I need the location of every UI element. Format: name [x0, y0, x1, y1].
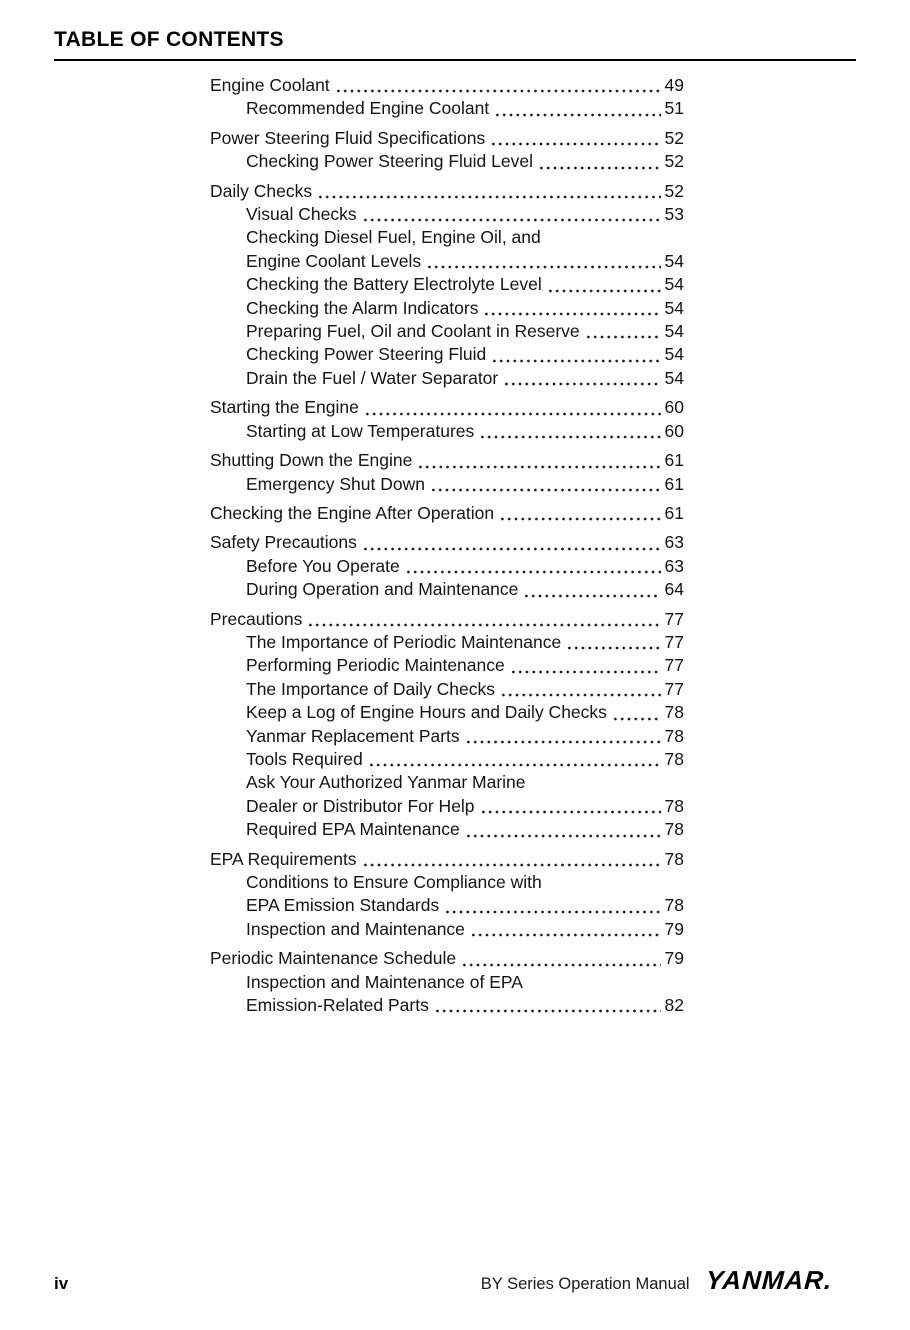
toc-leader-dots [480, 795, 661, 818]
toc-entry-title: Engine Coolant Levels [246, 250, 422, 271]
toc-entry-line [246, 473, 684, 496]
toc-page-number: 54 [664, 321, 684, 342]
toc-entry [210, 818, 684, 841]
toc-leader-dots [307, 608, 660, 631]
toc-page-number: 61 [664, 473, 684, 494]
toc-entry-title: Starting at Low Temperatures [246, 420, 475, 441]
toc-leader-dots [434, 994, 661, 1017]
toc-leader-dots [426, 250, 660, 273]
toc-entry-line [210, 848, 684, 871]
toc-page-number: 78 [664, 848, 684, 869]
toc-entry-line [210, 608, 684, 631]
toc-entry [210, 971, 684, 1018]
toc-entry [210, 871, 684, 918]
toc-entry-line [246, 701, 684, 724]
toc-page-number: 78 [664, 748, 684, 769]
toc-leader-dots [523, 578, 660, 601]
toc-entry-line [210, 74, 684, 97]
toc-entry-line [210, 449, 684, 472]
toc-entry-line [246, 420, 684, 443]
toc-entry [210, 531, 684, 554]
toc-entry-title: Safety Precautions [210, 532, 357, 553]
toc-leader-dots [405, 555, 661, 578]
toc-entry-line [246, 97, 684, 120]
toc-leader-dots [335, 74, 661, 97]
toc-entry [210, 367, 684, 390]
toc-page-number: 54 [664, 274, 684, 295]
toc-page-number: 77 [664, 608, 684, 629]
toc-page-number: 54 [664, 250, 684, 271]
toc-page-number: 77 [664, 655, 684, 676]
toc-page-number: 60 [664, 397, 684, 418]
toc-entry-title: Conditions to Ensure Compliance with [246, 872, 542, 892]
toc-entry-title: Emergency Shut Down [246, 473, 425, 494]
toc-entry-title: Inspection and Maintenance of EPA [246, 971, 523, 992]
toc-entry [210, 918, 684, 941]
toc-leader-dots [494, 97, 660, 120]
toc-entry-line [246, 631, 684, 654]
toc-entry-title: Inspection and Maintenance [246, 918, 465, 939]
toc-entry [210, 608, 684, 631]
toc-entry-line [246, 320, 684, 343]
toc-entry-title: The Importance of Periodic Maintenance [246, 631, 562, 652]
toc-page-number: 79 [664, 948, 684, 969]
toc-page-number: 52 [664, 127, 684, 148]
toc-entry-title: Required EPA Maintenance [246, 819, 460, 840]
toc-entry-title: Ask Your Authorized Yanmar Marine [246, 772, 526, 793]
toc-entry-line [246, 226, 684, 249]
toc-entry [210, 297, 684, 320]
toc-leader-dots [538, 150, 661, 173]
toc-entry-line [246, 725, 684, 748]
toc-leader-dots [483, 297, 660, 320]
toc-entry-line [210, 947, 684, 970]
toc-entry-line [246, 654, 684, 677]
toc-entry-line [246, 918, 684, 941]
toc-entry-line [246, 818, 684, 841]
toc-page-number: 60 [664, 420, 684, 441]
toc-page-number: 82 [664, 995, 684, 1016]
toc-page-number: 78 [664, 702, 684, 723]
toc-leader-dots [461, 947, 660, 970]
toc-page-number: 78 [664, 725, 684, 746]
toc-entry-line [246, 678, 684, 701]
toc-entry-title: Checking the Engine After Operation [210, 502, 495, 523]
toc-leader-dots [362, 531, 661, 554]
toc-entry-title: Power Steering Fluid Specifications [210, 127, 486, 148]
toc-entry-line [210, 127, 684, 150]
yanmar-brand-logo: YANMAR. [704, 1265, 834, 1295]
toc-entry-line [246, 150, 684, 173]
toc-entry-line [246, 748, 684, 771]
toc-entry-title: EPA Requirements [210, 848, 357, 869]
footer-manual-title: BY Series Operation Manual [480, 1275, 690, 1293]
toc-leader-dots [500, 678, 661, 701]
toc-page-number: 54 [664, 297, 684, 318]
toc-leader-dots [510, 654, 661, 677]
toc-page-number: 52 [664, 180, 684, 201]
toc-page-number: 78 [664, 795, 684, 816]
toc-leader-dots [368, 748, 661, 771]
toc-entry [210, 947, 684, 970]
toc-leader-dots [499, 502, 660, 525]
toc-entry-title: Emission-Related Parts [246, 995, 429, 1016]
toc-entry [210, 701, 684, 724]
toc-entry [210, 74, 684, 97]
toc-page-number: 54 [664, 367, 684, 388]
toc-leader-dots [430, 473, 661, 496]
page-footer [54, 1265, 832, 1296]
toc-entry-title: Dealer or Distributor For Help [246, 795, 475, 816]
toc-entry [210, 273, 684, 296]
page-header [54, 28, 856, 61]
toc-entry [210, 631, 684, 654]
toc-page-number: 63 [664, 532, 684, 553]
toc-page-number: 54 [664, 344, 684, 365]
toc-leader-dots [444, 894, 660, 917]
toc-entry [210, 127, 684, 150]
toc-entry [210, 150, 684, 173]
toc-entry-title: Recommended Engine Coolant [246, 98, 490, 119]
toc-entry-title: Checking the Alarm Indicators [246, 297, 479, 318]
toc-entry-line [246, 795, 684, 818]
toc-leader-dots [362, 203, 661, 226]
toc-entry-title: Before You Operate [246, 555, 400, 576]
toc-page-number: 78 [664, 895, 684, 916]
toc-page-number: 77 [664, 631, 684, 652]
toc-page-number: 77 [664, 678, 684, 699]
toc-entry [210, 449, 684, 472]
toc-entry-line [246, 994, 684, 1017]
toc-entry [210, 396, 684, 419]
header-rule-divider [54, 59, 856, 61]
toc-entry-title: Precautions [210, 608, 303, 629]
toc-entry-line [246, 871, 684, 894]
toc-page-number: 63 [664, 555, 684, 576]
toc-entry-title: Performing Periodic Maintenance [246, 655, 505, 676]
toc-leader-dots [503, 367, 660, 390]
toc-leader-dots [491, 343, 660, 366]
toc-leader-dots [465, 725, 661, 748]
toc-entry [210, 203, 684, 226]
toc-leader-dots [317, 180, 660, 203]
toc-leader-dots [566, 631, 660, 654]
toc-entry-line [246, 578, 684, 601]
toc-entry [210, 555, 684, 578]
toc-entry-line [246, 555, 684, 578]
toc-entry-title: Drain the Fuel / Water Separator [246, 367, 499, 388]
table-of-contents [210, 74, 684, 1017]
toc-entry-title: Engine Coolant [210, 75, 330, 95]
toc-leader-dots [364, 396, 661, 419]
toc-entry-title: Starting the Engine [210, 397, 359, 418]
toc-entry-line [246, 297, 684, 320]
toc-entry-title: Checking the Battery Electrolyte Level [246, 274, 542, 295]
toc-entry-line [210, 180, 684, 203]
toc-entry-line [246, 971, 684, 994]
toc-entry-line [210, 502, 684, 525]
toc-entry-line [246, 273, 684, 296]
toc-entry [210, 748, 684, 771]
toc-page-number: 52 [664, 151, 684, 172]
toc-entry-title: Visual Checks [246, 204, 357, 225]
toc-entry [210, 343, 684, 366]
toc-entry-title: The Importance of Daily Checks [246, 678, 495, 699]
toc-entry-title: Tools Required [246, 748, 363, 769]
toc-entry-title: Checking Power Steering Fluid Level [246, 151, 533, 172]
toc-page-number: 49 [664, 75, 684, 95]
toc-leader-dots [470, 918, 661, 941]
toc-entry [210, 578, 684, 601]
toc-page-number: 61 [664, 450, 684, 471]
toc-entry [210, 502, 684, 525]
page-title: TABLE OF CONTENTS [54, 28, 284, 51]
toc-entry [210, 420, 684, 443]
toc-entry [210, 320, 684, 343]
toc-leader-dots [465, 818, 661, 841]
toc-entry [210, 226, 684, 273]
toc-page-number: 79 [664, 918, 684, 939]
toc-leader-dots [585, 320, 661, 343]
toc-entry [210, 654, 684, 677]
toc-entry-line [246, 250, 684, 273]
toc-entry [210, 97, 684, 120]
toc-entry-title: Periodic Maintenance Schedule [210, 948, 457, 969]
toc-leader-dots [479, 420, 660, 443]
toc-entry-title: Keep a Log of Engine Hours and Daily Checks [246, 702, 607, 723]
toc-entry-title: Preparing Fuel, Oil and Coolant in Reserve [246, 321, 580, 342]
toc-entry-line [210, 531, 684, 554]
toc-entry [210, 771, 684, 818]
toc-entry-title: Yanmar Replacement Parts [246, 725, 460, 746]
toc-page-number: 51 [664, 98, 684, 119]
toc-page-number: 53 [664, 204, 684, 225]
toc-entry-title: Daily Checks [210, 180, 313, 201]
toc-entry-title: Shutting Down the Engine [210, 450, 413, 471]
toc-entry [210, 725, 684, 748]
toc-entry-title: Checking Power Steering Fluid [246, 344, 487, 365]
toc-leader-dots [547, 273, 661, 296]
toc-page-number: 78 [664, 819, 684, 840]
toc-leader-dots [417, 449, 660, 472]
toc-entry-title: EPA Emission Standards [246, 895, 440, 916]
toc-entry-line [246, 203, 684, 226]
toc-entry [210, 678, 684, 701]
toc-entry-line [210, 396, 684, 419]
toc-entry-title: Checking Diesel Fuel, Engine Oil, and [246, 227, 541, 248]
toc-leader-dots [490, 127, 660, 150]
toc-entry-line [246, 771, 684, 794]
toc-entry [210, 473, 684, 496]
toc-entry-line [246, 343, 684, 366]
toc-entry-title: During Operation and Maintenance [246, 579, 519, 600]
toc-entry [210, 180, 684, 203]
toc-page-number: 61 [664, 502, 684, 523]
toc-page-number: 64 [664, 579, 684, 600]
toc-entry [210, 848, 684, 871]
toc-leader-dots [362, 848, 661, 871]
toc-entry-line [246, 894, 684, 917]
toc-entry-line [246, 367, 684, 390]
toc-leader-dots [612, 701, 661, 724]
footer-page-label: iv [54, 1274, 69, 1293]
